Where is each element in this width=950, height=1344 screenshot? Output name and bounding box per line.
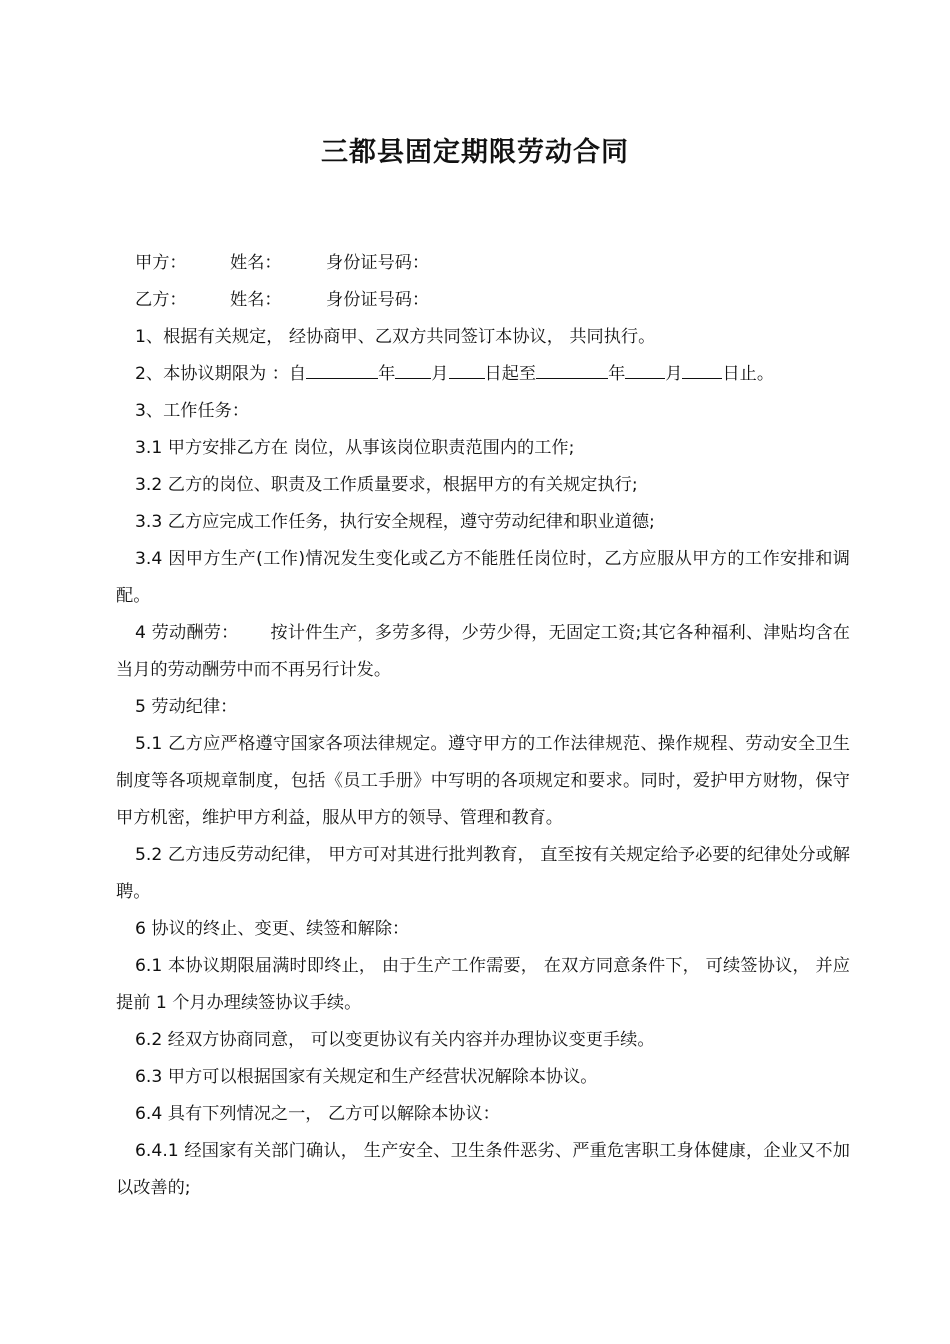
clause-6-3: 6.3 甲方可以根据国家有关规定和生产经营状况解除本协议。 [135, 1067, 598, 1087]
party-b-id-label: 身份证号码： [326, 290, 430, 310]
clause-6-4: 6.4 具有下列情况之一， 乙方可以解除本协议： [135, 1104, 500, 1124]
clause-2-day2: 日止。 [722, 364, 775, 384]
clause-3: 3、工作任务： [135, 401, 250, 421]
clause-3-2: 3.2 乙方的岗位、职责及工作质量要求，根据甲方的有关规定执行; [135, 475, 638, 495]
clause-2-prefix: 2、本协议期限为 ：自 [135, 364, 307, 384]
clause-2-year1: 年 [378, 364, 396, 384]
party-a-line [116, 245, 850, 282]
start-day-blank[interactable] [449, 359, 485, 379]
clause-2 [116, 356, 850, 393]
clause-6-2: 6.2 经双方协商同意， 可以变更协议有关内容并办理协议变更手续。 [135, 1030, 655, 1050]
start-month-blank[interactable] [395, 359, 431, 379]
party-b-line [116, 282, 850, 319]
clause-5-1: 5.1 乙方应严格遵守国家各项法律规定。遵守甲方的工作法律规范、操作规程、劳动安全卫生制度等各项规章制度，包括《员工手册》中写明的各项规定和要求。同时，爱护甲方财物，保守甲方机密，维护甲方利益，服从甲方的领导、管理和教育。 [116, 734, 850, 828]
end-year-blank[interactable] [536, 359, 608, 379]
clause-2-month2: 月 [665, 364, 683, 384]
party-a-id-label: 身份证号码： [326, 253, 430, 273]
clause-3-3: 3.3 乙方应完成工作任务，执行安全规程，遵守劳动纪律和职业道德; [135, 512, 655, 532]
clause-6-1: 6.1 本协议期限届满时即终止， 由于生产工作需要， 在双方同意条件下， 可续签协议， 并应提前 1 个月办理续签协议手续。 [116, 956, 850, 1013]
party-b-label: 乙方： [135, 290, 187, 310]
start-year-blank[interactable] [306, 359, 378, 379]
clause-2-month1: 月 [431, 364, 449, 384]
party-a-name-label: 姓名： [230, 253, 282, 273]
end-day-blank[interactable] [682, 359, 722, 379]
party-b-name-label: 姓名： [230, 290, 282, 310]
contract-body [116, 245, 850, 1207]
clause-2-day1: 日起至 [484, 364, 537, 384]
clause-1: 1、根据有关规定， 经协商甲、乙双方共同签订本协议， 共同执行。 [135, 327, 656, 347]
page-title: 三都县固定期限劳动合同 [321, 137, 629, 168]
clause-6-4-1: 6.4.1 经国家有关部门确认， 生产安全、卫生条件恶劣、严重危害职工身体健康，企业又不加以改善的; [116, 1141, 850, 1198]
clause-5-2: 5.2 乙方违反劳动纪律， 甲方可对其进行批判教育， 直至按有关规定给予必要的纪律处分或解聘。 [116, 845, 850, 902]
clause-6: 6 协议的终止、变更、续签和解除： [135, 919, 410, 939]
party-a-label: 甲方： [135, 253, 187, 273]
clause-5: 5 劳动纪律： [135, 697, 238, 717]
clause-3-1: 3.1 甲方安排乙方在 岗位，从事该岗位职责范围内的工作; [135, 438, 575, 458]
clause-3-4: 3.4 因甲方生产(工作)情况发生变化或乙方不能胜任岗位时，乙方应服从甲方的工作安排和调配。 [116, 549, 850, 606]
end-month-blank[interactable] [625, 359, 665, 379]
clause-4: 4 劳动酬劳： 按计件生产，多劳多得，少劳少得，无固定工资;其它各种福利、津贴均含在当月的劳动酬劳中而不再另行计发。 [116, 623, 850, 680]
clause-2-year2: 年 [608, 364, 626, 384]
